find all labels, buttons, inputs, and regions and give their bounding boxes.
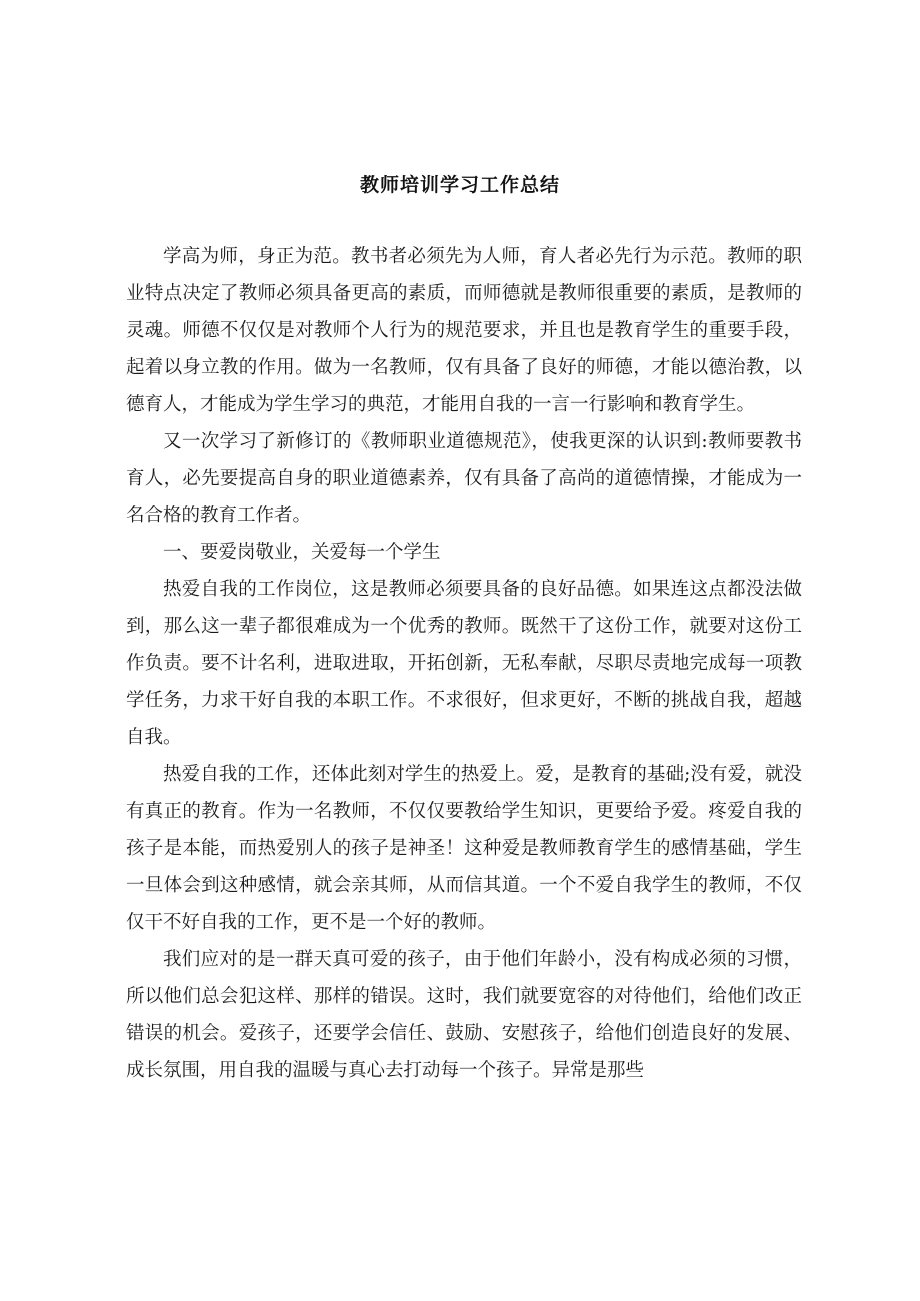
paragraph-love-students: 热爱自我的工作，还体此刻对学生的热爱上。爱，是教育的基础;没有爱，就没有真正的教育。作为一名教师，不仅仅要教给学生知识，更要给予爱。疼爱自我的孩子是本能，而热爱别人的孩子是神圣！这种爱是教师教育学生的感情基础，学生一旦体会到这种感情，就会亲其师，从而信其道。一个不爱自我学生的教师，不仅仅干不好自我的工作，更不是一个好的教师。: [126, 764, 802, 933]
paragraph-love-job: 热爱自我的工作岗位，这是教师必须要具备的良好品德。如果连这点都没法做到，那么这一辈子都很难成为一个优秀的教师。既然干了这份工作，就要对这份工作负责。要不计名利，进取进取，开拓创新，无私奉献，尽职尽责地完成每一项教学任务，力求干好自我的本职工作。不求很好，但求更好，不断的挑战自我，超越自我。: [126, 579, 802, 748]
document-title: 教师培训学习工作总结: [359, 174, 560, 196]
paragraph-code-study: 又一次学习了新修订的《教师职业道德规范》，使我更深的认识到:教师要教书育人，必先要提高自身的职业道德素养，仅有具备了高尚的道德情操，才能成为一名合格的教育工作者。: [126, 431, 802, 526]
paragraph-intro: 学高为师，身正为范。教书者必须先为人师，育人者必先行为示范。教师的职业特点决定了教师必须具备更高的素质，而师德就是教师很重要的素质，是教师的灵魂。师德不仅仅是对教师个人行为的规范要求，并且也是教育学生的重要手段，起着以身立教的作用。做为一名教师，仅有具备了良好的师德，才能以德治教，以德育人，才能成为学生学习的典范，才能用自我的一言一行影响和教育学生。: [126, 246, 802, 415]
document-body: [126, 238, 802, 1089]
paragraph-tolerance: 我们应对的是一群天真可爱的孩子，由于他们年龄小，没有构成必须的习惯，所以他们总会犯这样、那样的错误。这时，我们就要宽容的对待他们，给他们改正错误的机会。爱孩子，还要学会信任、鼓励、安慰孩子，给他们创造良好的发展、成长氛围，用自我的温暖与真心去打动每一个孩子。异常是那些: [126, 949, 802, 1081]
section-heading-1: 一、要爱岗敬业，关爱每一个学生: [163, 542, 441, 563]
